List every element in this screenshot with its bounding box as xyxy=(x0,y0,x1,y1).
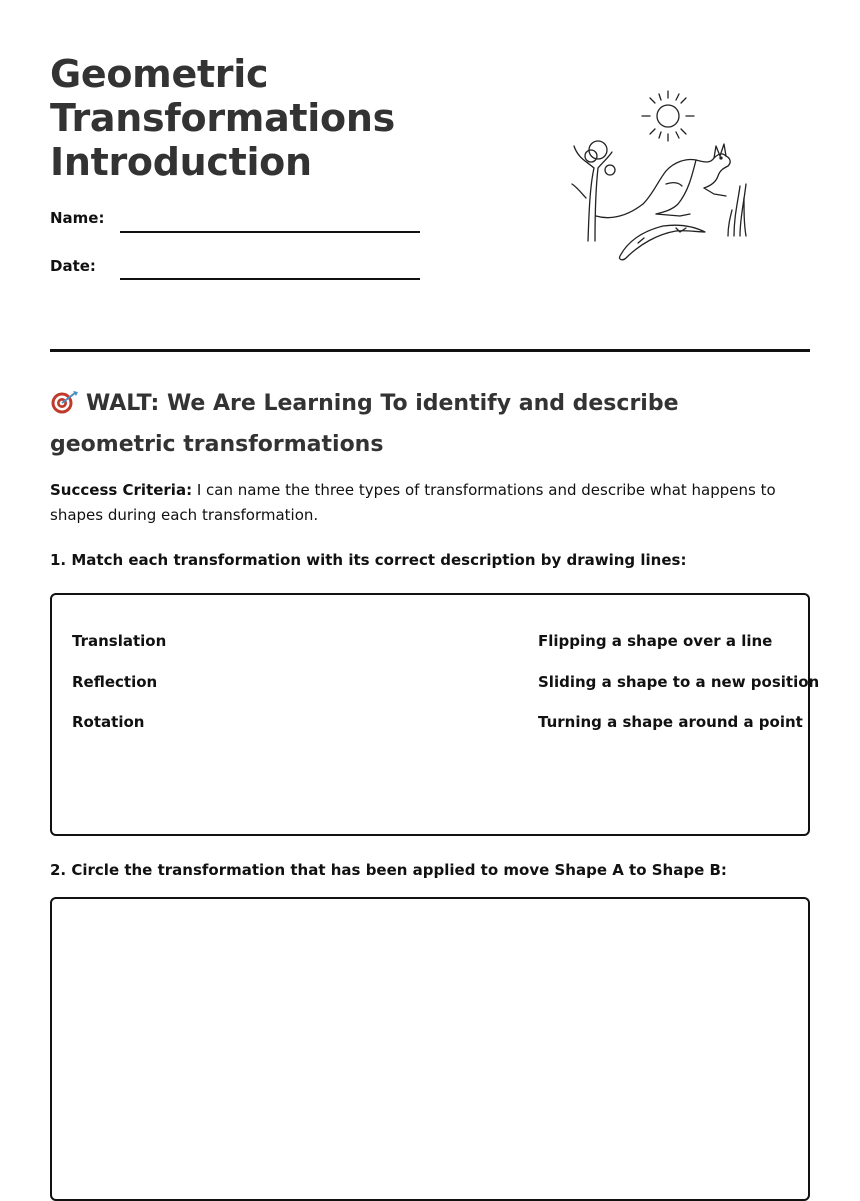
question-1-prompt: 1. Match each transformation with its correct description by drawing lines: xyxy=(50,551,687,569)
match-description-turn[interactable]: Turning a shape around a point xyxy=(538,713,803,731)
name-label: Name: xyxy=(50,209,105,227)
match-term-translation[interactable]: Translation xyxy=(72,632,167,650)
walt-text: WALT: We Are Learning To identify and describe geometric transformations xyxy=(50,391,679,457)
date-field-line[interactable] xyxy=(120,278,420,280)
page-title xyxy=(50,52,395,184)
grass-icon xyxy=(728,184,746,236)
match-description-flip[interactable]: Flipping a shape over a line xyxy=(538,632,773,650)
question-2-prompt: 2. Circle the transformation that has been applied to move Shape A to Shape B: xyxy=(50,861,727,879)
kangaroo-icon xyxy=(596,144,730,218)
matching-box[interactable] xyxy=(50,593,820,836)
match-term-rotation[interactable]: Rotation xyxy=(72,713,145,731)
sun-icon xyxy=(642,91,694,141)
kangaroo-boomerang-illustration xyxy=(568,86,758,266)
section-divider xyxy=(50,349,810,352)
description-list xyxy=(538,631,819,753)
title-line: Geometric xyxy=(50,52,269,96)
success-criteria-label: Success Criteria: xyxy=(50,481,193,499)
title-line: Transformations xyxy=(50,96,395,140)
name-field-line[interactable] xyxy=(120,231,420,233)
date-label: Date: xyxy=(50,257,96,275)
success-criteria-text: I can name the three types of transformations and describe what happens to shapes during each transformation. xyxy=(50,481,776,524)
shape-answer-box[interactable] xyxy=(50,897,810,1201)
match-description-slide[interactable]: Sliding a shape to a new position xyxy=(538,672,820,691)
success-criteria xyxy=(50,478,810,528)
worksheet-page xyxy=(50,0,820,1161)
walt-heading xyxy=(50,385,810,463)
match-term-reflection[interactable]: Reflection xyxy=(72,672,158,691)
boomerang-icon xyxy=(620,225,705,259)
tree-icon xyxy=(572,141,615,241)
target-icon xyxy=(50,389,80,426)
title-line: Introduction xyxy=(50,140,312,184)
transformation-list xyxy=(72,631,166,753)
